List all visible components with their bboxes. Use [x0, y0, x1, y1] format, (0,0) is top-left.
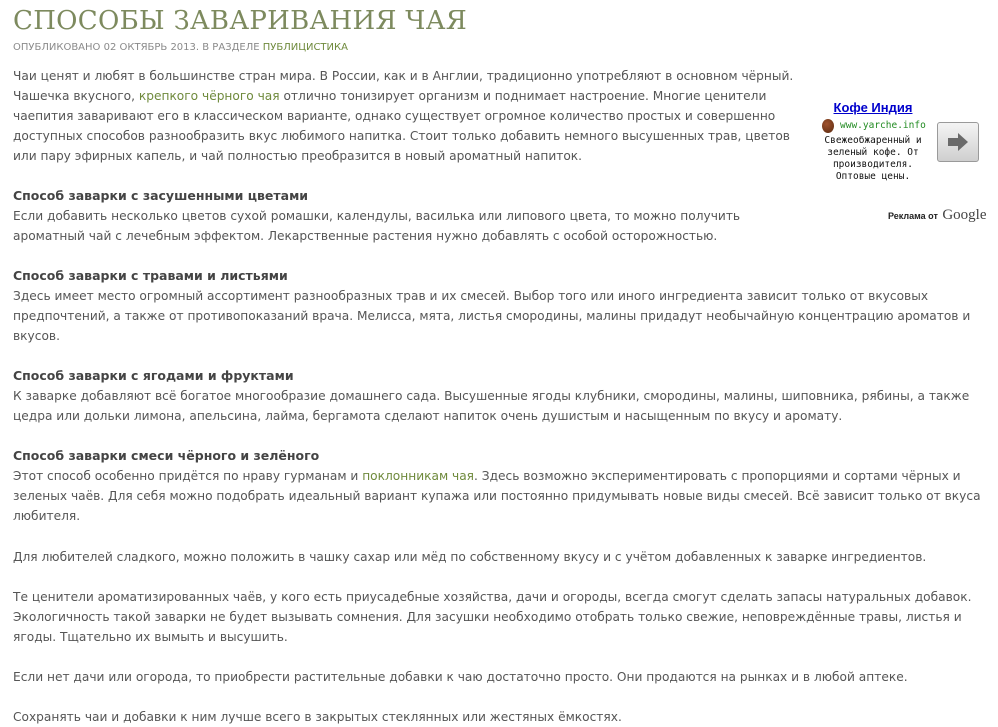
ad-attribution[interactable]: [888, 206, 986, 224]
paragraph-buy: Если нет дачи или огорода, то приобрести растительные добавки к чаю достаточно просто. Они продаются на рынках и в любой аптеке.: [13, 670, 908, 684]
intro-text-1: Чаи ценят и любят в большинстве стран мира. В России, как и в Англии, традиционно употребляют в основном чёрный. Чашечка вкусного,: [13, 69, 794, 103]
google-logo: Google: [942, 207, 987, 223]
category-link[interactable]: ПУБЛИЦИСТИКА: [262, 42, 348, 53]
blend-text-2: . Здесь возможно экспериментировать с пропорциями и сортами чёрных и зеленых чаёв. Для себя можно подобрать идеальный вариант купажа или постоянно придумывать новые виды смесей. Всё зависит только от вкуса любителя.: [13, 469, 981, 523]
coffee-bean-icon: [822, 119, 834, 133]
post-meta-text: ОПУБЛИКОВАНО 02 ОКТЯБРЬ 2013. В РАЗДЕЛЕ: [13, 42, 263, 53]
section-heading-flowers: Способ заварки с засушенными цветами: [13, 188, 309, 203]
intro-text-2: отлично тонизирует организм и поднимает настроение. Многие ценители чаепития заваривают его в классическом варианте, однако существует огромное количество простых и совершенно доступных способов разнообразить вкус любимого напитка. Стоит только добавить немного высушенных трав, цветов или пару эфирных капель, и чай полностью преобразится в новый ароматный напиток.: [13, 89, 790, 163]
paragraph-homegrown: Те ценители ароматизированных чаёв, у кого есть приусадебные хозяйства, дачи и огороды, всегда смогут сделать запасы натуральных добавок. Экологичность такой заварки не будет вызывать сомнения. Для засушки необходимо отобрать только свежие, неповреждённые травы, листья и ягоды. Тщательно их вымыть и высушить.: [13, 590, 972, 644]
ad-attribution-label: Реклама от: [888, 211, 938, 221]
section-heading-berries: Способ заварки с ягодами и фруктами: [13, 368, 294, 383]
section-text-herbs: Здесь имеет место огромный ассортимент разнообразных трав и их смесей. Выбор того или иного ингредиента зависит только от вкусовых предпочтений, а также от противопоказаний врача. Мелисса, мята, листья смородины, малины придадут необычайную концентрацию ароматов и вкусов.: [13, 289, 971, 343]
intro-paragraph: [13, 66, 803, 166]
section-heading-blend: Способ заварки смеси чёрного и зелёного: [13, 448, 320, 463]
section-heading-herbs: Способ заварки с травами и листьями: [13, 268, 288, 283]
ad-title-link[interactable]: Кофе Индия: [833, 100, 913, 115]
blend-text-1: Этот способ особенно придётся по нраву гурманам и: [13, 469, 363, 483]
section-text-flowers: Если добавить несколько цветов сухой ромашки, календулы, василька или липового цвета, то можно получить ароматный чай с лечебным эффектом. Лекарственные растения нужно добавлять с особой осторожностью.: [13, 209, 741, 243]
paragraph-storage: Сохранять чаи и добавки к ним лучше всего в закрытых стеклянных или жестяных ёмкостях.: [13, 710, 622, 724]
post-meta: [13, 42, 348, 53]
strong-black-tea-link[interactable]: крепкого чёрного чая: [138, 89, 280, 103]
paragraph-sweet: Для любителей сладкого, можно положить в чашку сахар или мёд по собственному вкусу и с учётом добавленных к заварке ингредиентов.: [13, 550, 927, 564]
ad-arrow-button[interactable]: [937, 122, 979, 162]
arrow-right-icon: [947, 132, 969, 152]
section-text-blend: [13, 466, 998, 526]
ad-url[interactable]: www.yarche.info: [840, 120, 926, 131]
page-title: СПОСОБЫ ЗАВАРИВАНИЯ ЧАЯ: [13, 6, 467, 36]
tea-fans-link[interactable]: поклонникам чая: [362, 469, 475, 483]
section-text-berries: К заварке добавляют всё богатое многообразие домашнего сада. Высушенные ягоды клубники, смородины, малины, шиповника, рябины, а также цедра или дольки лимона, апельсина, лайма, бергамота сделают напиток очень душистым и насыщенным по вкусу и аромату.: [13, 389, 970, 423]
ad-description: Свежеобжаренный и зеленый кофе. От производителя. Оптовые цены.: [824, 135, 922, 182]
